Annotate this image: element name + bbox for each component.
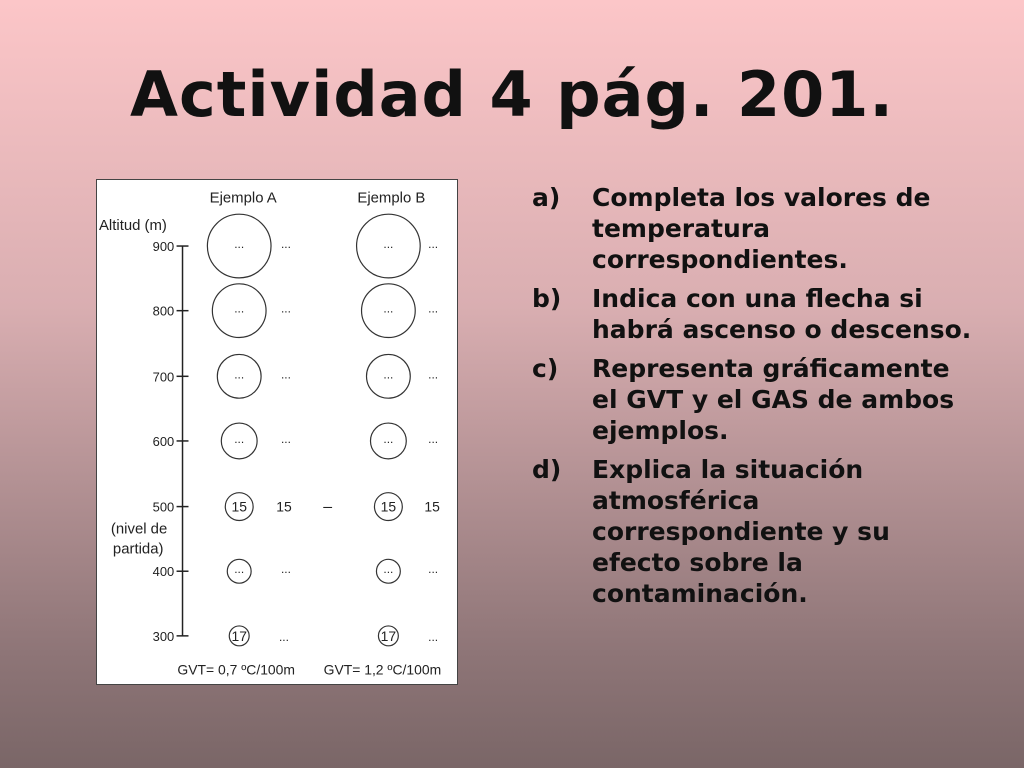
example-separator-dash: – <box>323 498 333 516</box>
air-parcel-figure <box>96 179 458 685</box>
task-letter: d) <box>532 455 562 484</box>
a-inside-500: 15 <box>231 498 247 515</box>
tick-label-400: 400 <box>152 564 175 580</box>
gvt-b-label: GVT= 1,2 ºC/100m <box>323 661 442 678</box>
axis-label: Altitud (m) <box>98 218 167 235</box>
b-side-400: ... <box>428 562 439 577</box>
b-side-900: ... <box>428 237 439 252</box>
tick-label-300: 300 <box>152 628 175 644</box>
a-side-800: ... <box>280 301 291 316</box>
b-inside-900: ... <box>383 237 394 252</box>
b-inside-600: ... <box>383 431 394 446</box>
a-side-700: ... <box>280 367 291 382</box>
task-text: Indica con una flecha si habrá ascenso o descenso. <box>592 284 972 344</box>
task-letter: a) <box>532 183 561 212</box>
a-inside-800: ... <box>234 301 245 316</box>
example-b-parcels <box>357 214 421 646</box>
b-inside-400: ... <box>383 562 394 577</box>
b-inside-800: ... <box>383 301 394 316</box>
tick-label-600: 600 <box>152 433 175 449</box>
b-side-500: 15 <box>424 498 440 515</box>
task-text: Representa gráficamente el GVT y el GAS de ambos ejemplos. <box>592 354 955 445</box>
task-item-a <box>532 182 982 275</box>
a-inside-700: ... <box>234 367 245 382</box>
slide-title: Actividad 4 pág. 201. <box>130 58 894 131</box>
tick-label-900: 900 <box>152 239 175 255</box>
task-item-d <box>532 454 982 609</box>
task-letter: c) <box>532 354 559 383</box>
b-inside-700: ... <box>383 367 394 382</box>
b-side-800: ... <box>428 301 439 316</box>
example-a-parcels <box>207 214 271 646</box>
b-inside-300: 17 <box>380 627 397 644</box>
task-letter: b) <box>532 284 562 313</box>
start-level-label-line2: partida) <box>112 541 164 558</box>
b-inside-500: 15 <box>380 498 397 515</box>
tick-label-500: 500 <box>152 499 175 515</box>
b-side-700: ... <box>428 367 439 382</box>
tick-label-800: 800 <box>152 303 175 319</box>
a-inside-300: 17 <box>231 627 247 644</box>
task-text: Explica la situación atmosférica correspondiente y su efecto sobre la contaminación. <box>592 455 890 608</box>
a-side-500: 15 <box>276 498 292 515</box>
task-text: Completa los valores de temperatura correspondientes. <box>592 183 931 274</box>
a-inside-900: ... <box>234 237 245 252</box>
task-item-b <box>532 283 982 345</box>
example-b-label: Ejemplo B <box>357 190 426 207</box>
b-side-300: ... <box>428 629 439 644</box>
example-a-label: Ejemplo A <box>209 190 277 207</box>
air-parcel-diagram <box>97 180 457 684</box>
a-side-600: ... <box>280 431 291 446</box>
tick-label-700: 700 <box>152 369 175 385</box>
a-side-300: ... <box>278 629 289 644</box>
a-side-400: ... <box>280 562 291 577</box>
gvt-a-label: GVT= 0,7 ºC/100m <box>177 661 295 678</box>
b-side-600: ... <box>428 431 439 446</box>
task-list <box>532 182 982 617</box>
task-item-c <box>532 353 982 446</box>
a-inside-600: ... <box>234 431 245 446</box>
a-side-900: ... <box>280 237 291 252</box>
start-level-label-line1: (nivel de <box>110 521 168 538</box>
a-inside-400: ... <box>234 562 245 577</box>
